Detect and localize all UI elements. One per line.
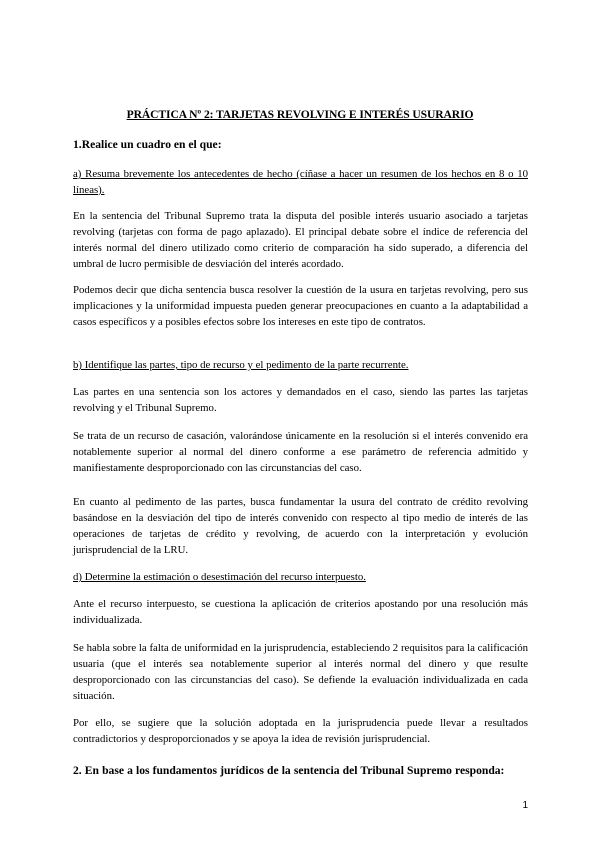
paragraph-b1: Las partes en una sentencia son los actores y demandados en el caso, siendo las partes las tarjetas revolving y el Tribunal Supremo. [73,386,528,414]
paragraph-b2: Se trata de un recurso de casación, valorándose únicamente en la resolución si el interés convenido era notablemente superior al normal del dinero conforme a ese parámetro de referencia admitido y manifiestamente desproporcionado con las circunstancias del caso. [73,430,528,474]
document-title: PRÁCTICA Nº 2: TARJETAS REVOLVING E INTERÉS USURARIO [126,108,474,121]
paragraph-d3: Por ello, se sugiere que la solución adoptada en la jurisprudencia puede llevar a resultados contradictorios y desproporcionados y se apoya la idea de revisión jurisprudencial. [73,717,528,745]
subsection-a-heading: a) Resuma brevemente los antecedentes de hecho (cíñase a hacer un resumen de los hechos en 8 o 10 líneas). [73,168,528,196]
page-number: 1 [522,800,528,811]
section-1-heading: 1.Realice un cuadro en el que: [73,138,222,151]
subsection-d-heading: d) Determine la estimación o desestimación del recurso interpuesto. [73,571,366,583]
paragraph-a1: En la sentencia del Tribunal Supremo trata la disputa del posible interés usuario asociado a tarjetas revolving (tarjetas con forma de pago aplazado). El principal debate sobre el índice de referencia del interés normal del dinero utilizado como criterio de comparación ha sido superado, a diferencia del umbral de lucro permisible de desviación del interés acordado. [73,210,528,270]
paragraph-d2: Se habla sobre la falta de uniformidad en la jurisprudencia, estableciendo 2 requisitos para la calificación usuaria (que el interés sea notablemente superior al interés normal del dinero y que resulte desproporcionado con las circunstancias del caso). Se defiende la evaluación individualizada en cada situación. [73,642,528,702]
section-2-heading: 2. En base a los fundamentos jurídicos de la sentencia del Tribunal Supremo responda: [73,764,505,777]
paragraph-b3: En cuanto al pedimento de las partes, busca fundamentar la usura del contrato de crédito revolving basándose en la desviación del tipo de interés convenido con respecto al tipo medio de interés de las operaciones de tarjetas de crédito y revolving, de acuerdo con la interpretación y evolución jurisprudencial de la LRU. [73,496,528,556]
paragraph-d1: Ante el recurso interpuesto, se cuestiona la aplicación de criterios apostando por una resolución más individualizada. [73,598,528,626]
paragraph-a2: Podemos decir que dicha sentencia busca resolver la cuestión de la usura en tarjetas revolving, pero sus implicaciones y la uniformidad impuesta pueden generar preocupaciones en cuanto a la adaptabilidad a casos específicos y a posibles efectos sobre los intereses en este tipo de contratos. [73,284,528,328]
subsection-b-heading: b) Identifique las partes, tipo de recurso y el pedimento de la parte recurrente. [73,359,409,371]
